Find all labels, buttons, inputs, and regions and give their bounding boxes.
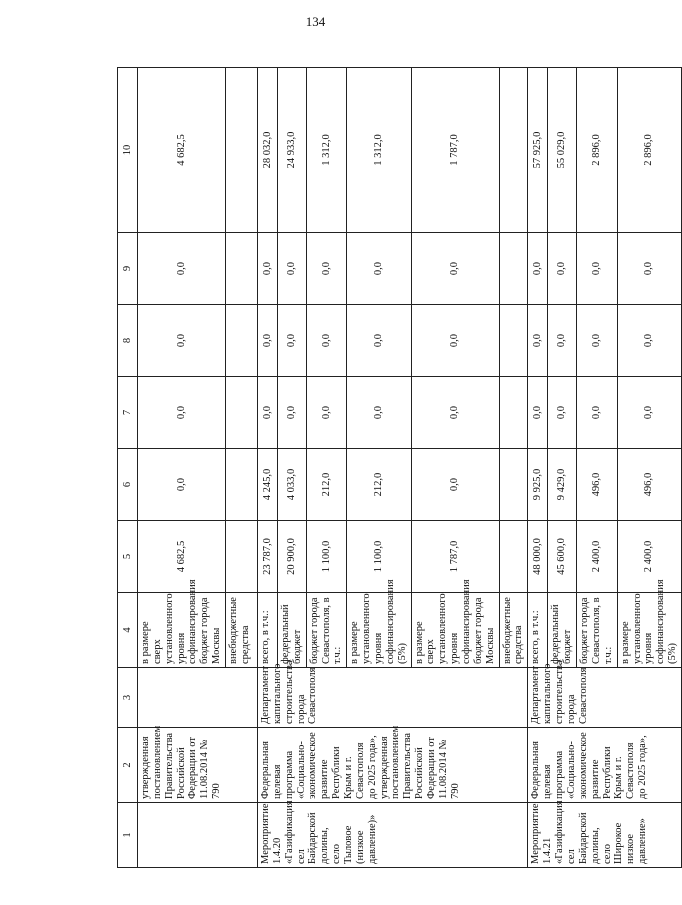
value-cell: 48 000,0 — [528, 521, 548, 593]
value-cell: 496,0 — [617, 449, 681, 521]
executor-cell — [138, 668, 258, 728]
value-cell — [226, 68, 258, 233]
value-cell: 0,0 — [306, 305, 347, 377]
rotated-table-container — [117, 68, 679, 868]
value-cell: 0,0 — [411, 449, 499, 521]
header-cell: 1 — [118, 803, 138, 868]
value-cell: 0,0 — [278, 377, 307, 449]
value-cell — [226, 449, 258, 521]
value-cell: 1 787,0 — [411, 68, 499, 233]
table-row — [258, 68, 278, 868]
value-cell — [499, 449, 528, 521]
source-label: в размере сверх установленного уровня софинансирования бюджет города Москвы — [138, 593, 226, 668]
value-cell: 0,0 — [577, 233, 618, 305]
value-cell: 212,0 — [306, 449, 347, 521]
value-cell: 24 933,0 — [278, 68, 307, 233]
value-cell: 2 896,0 — [617, 68, 681, 233]
value-cell: 4 033,0 — [278, 449, 307, 521]
value-cell: 212,0 — [347, 449, 411, 521]
page-number: 134 — [305, 14, 326, 29]
value-cell: 0,0 — [138, 305, 226, 377]
header-cell: 7 — [118, 377, 138, 449]
source-label: всего, в т.ч.: — [258, 593, 278, 668]
value-cell: 9 429,0 — [548, 449, 577, 521]
header-cell: 6 — [118, 449, 138, 521]
value-cell: 0,0 — [258, 233, 278, 305]
value-cell: 0,0 — [617, 305, 681, 377]
value-cell: 0,0 — [528, 377, 548, 449]
table-row — [138, 68, 226, 868]
value-cell: 0,0 — [411, 305, 499, 377]
value-cell — [499, 68, 528, 233]
value-cell: 4 245,0 — [258, 449, 278, 521]
source-label: в размере установленного уровня софинансирования (5%) — [347, 593, 411, 668]
value-cell — [499, 233, 528, 305]
header-row — [118, 68, 138, 868]
value-cell: 0,0 — [278, 305, 307, 377]
event-name-cell — [138, 803, 258, 868]
basis-cell: Федеральная целевая программа «Социально-экономическое развитие Республики Крым и г. Севастополя до 2025 года», утвержденная постановлением Правительства Российской Федерации от 11.08.2014 № 790 — [258, 728, 528, 803]
value-cell: 1 100,0 — [306, 521, 347, 593]
source-label: федеральный бюджет — [548, 593, 577, 668]
value-cell: 496,0 — [577, 449, 618, 521]
value-cell: 28 032,0 — [258, 68, 278, 233]
value-cell: 0,0 — [548, 233, 577, 305]
table-row — [528, 68, 548, 868]
source-label: внебюджетные средства — [499, 593, 528, 668]
value-cell: 0,0 — [138, 233, 226, 305]
value-cell: 1 312,0 — [347, 68, 411, 233]
source-label: в размере установленного уровня софинансирования (5%) — [617, 593, 681, 668]
value-cell: 2 400,0 — [577, 521, 618, 593]
value-cell: 0,0 — [347, 377, 411, 449]
funding-table — [117, 67, 682, 868]
header-cell: 5 — [118, 521, 138, 593]
value-cell: 9 925,0 — [528, 449, 548, 521]
value-cell: 1 787,0 — [411, 521, 499, 593]
value-cell: 45 600,0 — [548, 521, 577, 593]
value-cell: 23 787,0 — [258, 521, 278, 593]
value-cell — [226, 305, 258, 377]
source-label: бюджет города Севастополя, в т.ч.: — [306, 593, 347, 668]
value-cell: 0,0 — [411, 377, 499, 449]
header-cell: 9 — [118, 233, 138, 305]
value-cell — [226, 377, 258, 449]
value-cell: 0,0 — [278, 233, 307, 305]
value-cell: 0,0 — [258, 305, 278, 377]
header-cell: 8 — [118, 305, 138, 377]
value-cell: 0,0 — [577, 377, 618, 449]
value-cell: 0,0 — [138, 449, 226, 521]
header-cell: 10 — [118, 68, 138, 233]
value-cell — [499, 377, 528, 449]
source-label: внебюджетные средства — [226, 593, 258, 668]
source-label: всего, в т.ч.: — [528, 593, 548, 668]
value-cell: 0,0 — [306, 233, 347, 305]
basis-cell: Федеральная целевая программа «Социально-экономическое развитие Республики Крым и г. Севастополя до 2025 года», — [528, 728, 682, 803]
header-cell: 3 — [118, 668, 138, 728]
value-cell: 0,0 — [411, 233, 499, 305]
value-cell: 0,0 — [347, 305, 411, 377]
value-cell: 4 682,5 — [138, 521, 226, 593]
value-cell: 0,0 — [528, 305, 548, 377]
source-label: федеральный бюджет — [278, 593, 307, 668]
value-cell: 55 029,0 — [548, 68, 577, 233]
value-cell: 0,0 — [617, 233, 681, 305]
source-label: в размере сверх установленного уровня софинансирования бюджет города Москвы — [411, 593, 499, 668]
value-cell: 0,0 — [347, 233, 411, 305]
value-cell: 57 925,0 — [528, 68, 548, 233]
value-cell — [226, 521, 258, 593]
value-cell: 1 312,0 — [306, 68, 347, 233]
value-cell: 0,0 — [528, 233, 548, 305]
value-cell: 0,0 — [306, 377, 347, 449]
value-cell: 0,0 — [258, 377, 278, 449]
value-cell — [499, 521, 528, 593]
value-cell — [499, 305, 528, 377]
event-name-cell: Мероприятие 1.4.20 «Газификация сел Байдарской долины, село Тыловое (низкое давление)» — [258, 803, 528, 868]
value-cell: 20 900,0 — [278, 521, 307, 593]
value-cell: 2 400,0 — [617, 521, 681, 593]
value-cell: 0,0 — [577, 305, 618, 377]
value-cell: 4 682,5 — [138, 68, 226, 233]
value-cell: 0,0 — [617, 377, 681, 449]
header-cell: 2 — [118, 728, 138, 803]
value-cell: 1 100,0 — [347, 521, 411, 593]
basis-cell: утвержденная постановлением Правительства Российской Федерации от 11.08.2014 № 790 — [138, 728, 258, 803]
executor-cell: Департамент капитального строительства города Севастополя — [528, 668, 682, 728]
executor-cell: Департамент капитального строительства города Севастополя — [258, 668, 528, 728]
source-label: бюджет города Севастополя, в т.ч.: — [577, 593, 618, 668]
value-cell: 2 896,0 — [577, 68, 618, 233]
value-cell — [226, 233, 258, 305]
value-cell: 0,0 — [548, 305, 577, 377]
value-cell: 0,0 — [548, 377, 577, 449]
event-name-cell: Мероприятие 1.4.21 «Газификация сел Байдарской долины, село Широкое низкое давление» — [528, 803, 682, 868]
header-cell: 4 — [118, 593, 138, 668]
value-cell: 0,0 — [138, 377, 226, 449]
